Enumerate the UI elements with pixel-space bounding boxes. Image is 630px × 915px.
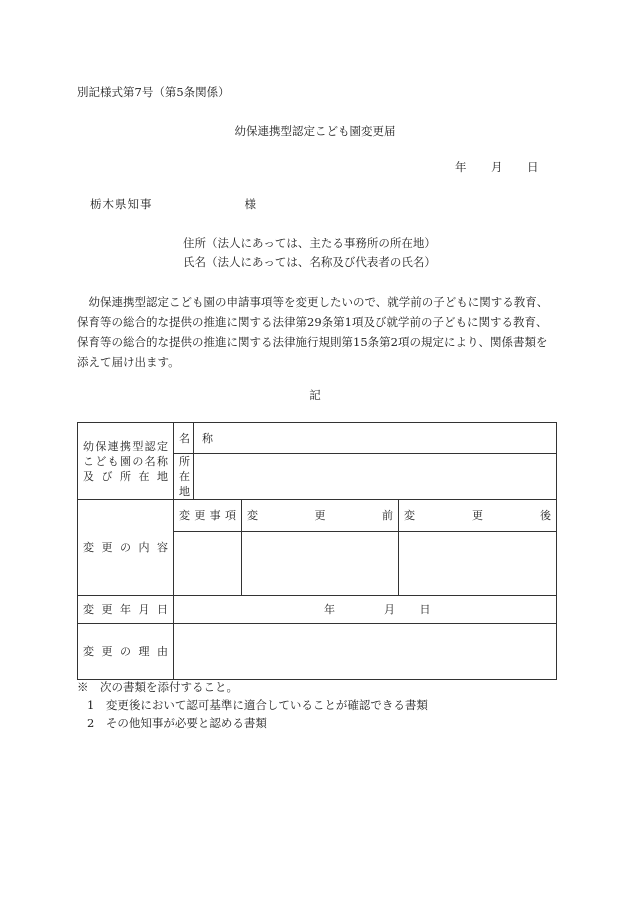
address-label-cell [174, 454, 194, 500]
name-value-cell[interactable] [194, 423, 557, 454]
body-line: 保育等の総合的な提供の推進に関する法律第29条第1項及び就学前の子どもに関する教育、 [77, 315, 548, 329]
notes-item: 1 変更後において認可基準に適合していることが確認できる書類 [87, 698, 428, 712]
after-char: 後 [540, 509, 552, 522]
before-header [242, 500, 399, 532]
reason-label: 変更の理由 [83, 645, 168, 658]
date-year: 年 [455, 160, 467, 174]
applicant-address-label: 住所（法人にあっては、主たる事務所の所在地） [183, 236, 436, 250]
document-title: 幼保連携型認定こども園変更届 [234, 124, 396, 138]
body-line: 保育等の総合的な提供の推進に関する法律施行規則第15条第2項の規定により、関係書類を [77, 335, 548, 349]
after-char: 更 [472, 509, 484, 522]
facility-label [78, 423, 174, 500]
change-item-header [174, 500, 242, 532]
addressee-name: 栃木県知事 [90, 197, 153, 211]
body-line: 幼保連携型認定こども園の申請事項等を変更したいので、就学前の子どもに関する教育、 [77, 295, 549, 309]
notes-item: 2 その他知事が必要と認める書類 [87, 716, 267, 730]
applicant-name-label: 氏名（法人にあっては、名称及び代表者の氏名） [183, 255, 436, 269]
before-char: 更 [314, 509, 326, 522]
date-month: 月 [491, 160, 503, 174]
facility-label-line: こども園の名称 [83, 454, 168, 468]
change-content-label: 変更の内容 [83, 541, 168, 554]
notes-header: ※ 次の書類を添付すること。 [77, 680, 238, 694]
after-value-cell[interactable] [399, 532, 557, 596]
after-label [404, 508, 551, 523]
addressee [90, 199, 256, 211]
before-label [247, 508, 393, 523]
change-date-month: 月 [384, 603, 396, 616]
facility-label-line: 及び所在地 [83, 469, 168, 483]
before-value-cell[interactable] [242, 532, 399, 596]
address-label: 所在地 [179, 455, 190, 498]
name-label: 名称 [179, 431, 213, 445]
before-char: 前 [382, 509, 393, 522]
change-item-value-cell[interactable] [174, 532, 242, 596]
change-date-value-cell[interactable] [174, 596, 557, 624]
after-header [399, 500, 557, 532]
change-date-label-cell [78, 596, 174, 624]
reason-value-cell[interactable] [174, 624, 557, 680]
submission-date [455, 162, 539, 174]
change-date-label: 変更年月日 [83, 603, 168, 616]
body-text [77, 292, 557, 372]
change-item-label: 変更事項 [179, 509, 236, 522]
name-label-cell [174, 423, 213, 454]
date-day: 日 [527, 160, 539, 174]
form-id: 別記様式第7号（第5条関係） [77, 85, 230, 99]
change-date-day: 日 [419, 603, 431, 616]
change-content-label-cell [78, 500, 174, 596]
addressee-honorific: 様 [244, 197, 256, 211]
change-form-table [77, 422, 557, 680]
change-date-year: 年 [324, 603, 336, 616]
address-value-cell[interactable] [194, 454, 557, 500]
ki-heading: 記 [309, 388, 321, 402]
reason-label-cell [78, 624, 174, 680]
after-char: 変 [404, 509, 415, 522]
before-char: 変 [247, 509, 258, 522]
facility-label-line: 幼保連携型認定 [83, 439, 168, 453]
body-line: 添えて届け出ます。 [77, 355, 180, 369]
